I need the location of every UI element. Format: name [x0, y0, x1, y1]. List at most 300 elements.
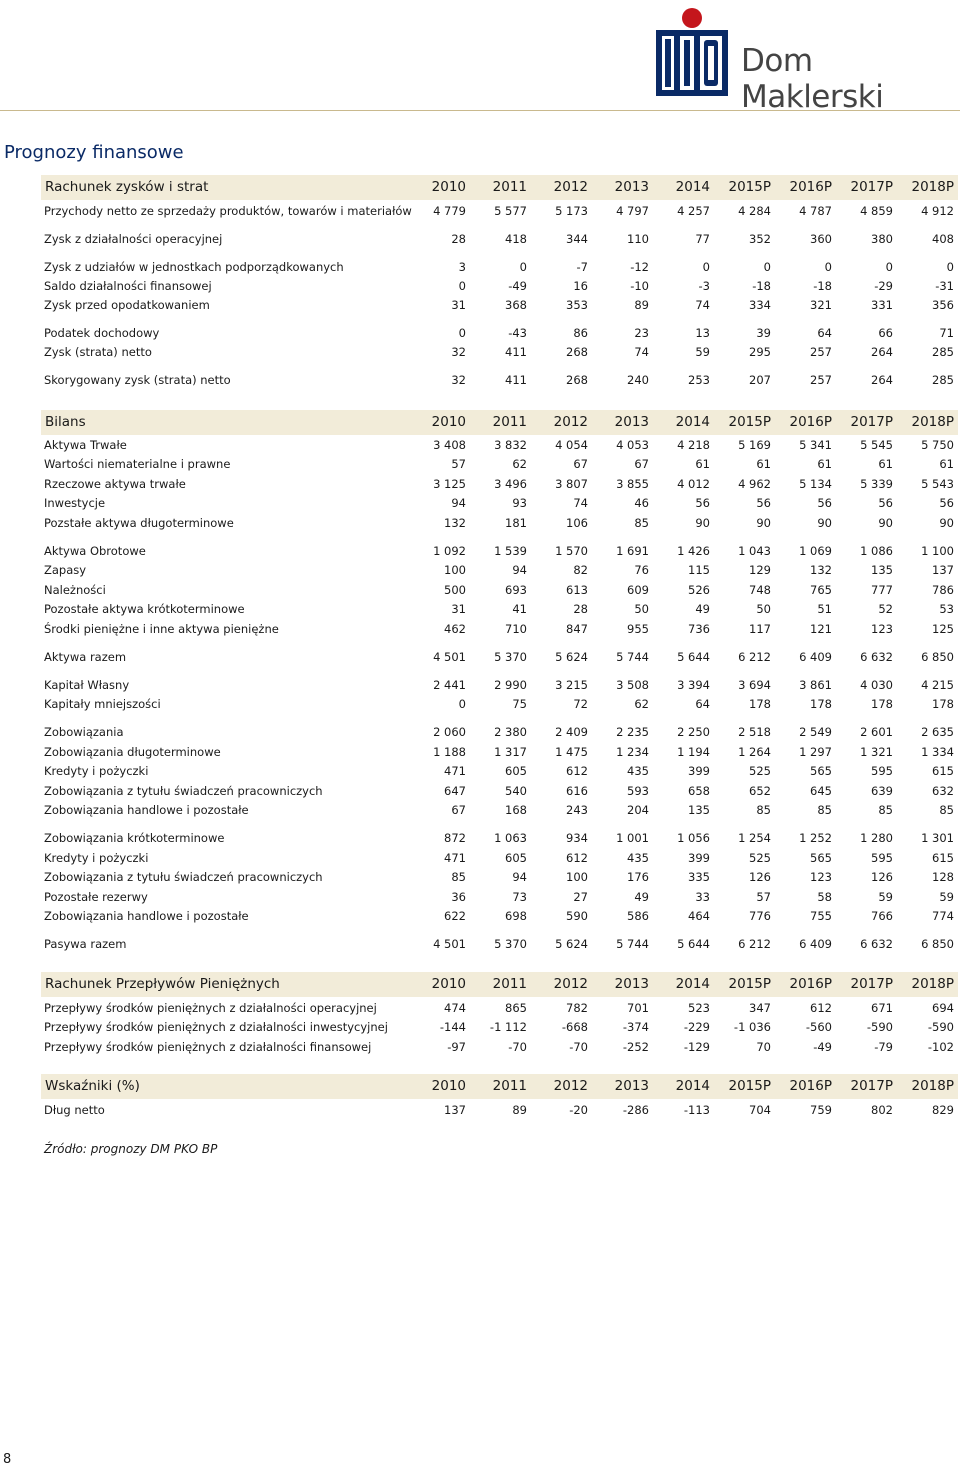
value-cell: 2 441 [433, 678, 466, 692]
value-cell: 615 [932, 764, 954, 778]
table-row [41, 371, 958, 389]
value-cell: 117 [749, 622, 771, 636]
row-label: Aktywa Obrotowe [44, 544, 146, 558]
pko-logo [652, 4, 732, 106]
value-cell: 132 [444, 516, 466, 530]
row-label: Zobowiązania długoterminowe [44, 745, 221, 759]
value-cell: 0 [946, 260, 954, 274]
value-cell: 612 [810, 1001, 832, 1015]
header-divider [0, 110, 960, 111]
value-cell: 1 234 [616, 745, 649, 759]
table-row [41, 782, 958, 800]
value-cell: 411 [505, 345, 527, 359]
value-cell: 115 [688, 563, 710, 577]
value-cell: 1 426 [677, 544, 710, 558]
year-header: 2011 [492, 1078, 527, 1094]
year-header: 2017P [850, 976, 893, 992]
table-row [41, 202, 958, 220]
year-header: 2017P [850, 414, 893, 430]
value-cell: 4 053 [616, 438, 649, 452]
value-cell: -29 [874, 279, 893, 293]
value-cell: 71 [939, 326, 954, 340]
value-cell: 755 [810, 909, 832, 923]
value-cell: 257 [810, 345, 832, 359]
row-label: Zobowiązania [44, 725, 124, 739]
value-cell: 61 [939, 457, 954, 471]
row-label: Kredyty i pożyczki [44, 764, 149, 778]
year-header: 2011 [492, 414, 527, 430]
value-cell: -668 [561, 1020, 588, 1034]
table-row [41, 296, 958, 314]
table-row [41, 620, 958, 638]
value-cell: 5 744 [616, 937, 649, 951]
value-cell: -31 [935, 279, 954, 293]
value-cell: 126 [749, 870, 771, 884]
year-header: 2012 [553, 179, 588, 195]
value-cell: 1 254 [738, 831, 771, 845]
value-cell: -3 [698, 279, 710, 293]
value-cell: 829 [932, 1103, 954, 1117]
value-cell: 2 635 [921, 725, 954, 739]
table-row [41, 514, 958, 532]
row-label: Przepływy środków pieniężnych z działalności inwestycyjnej [44, 1020, 388, 1034]
value-cell: 2 549 [799, 725, 832, 739]
value-cell: 94 [512, 870, 527, 884]
row-label: Należności [44, 583, 106, 597]
table-row [41, 935, 958, 953]
value-cell: 1 086 [860, 544, 893, 558]
rzis-header-row [41, 175, 958, 200]
value-cell: 1 691 [616, 544, 649, 558]
value-cell: 1 063 [494, 831, 527, 845]
row-label: Rzeczowe aktywa trwałe [44, 477, 186, 491]
value-cell: 49 [634, 890, 649, 904]
table-row [41, 277, 958, 295]
value-cell: 847 [566, 622, 588, 636]
source-note: Źródło: prognozy DM PKO BP [44, 1142, 218, 1156]
value-cell: 4 257 [677, 204, 710, 218]
value-cell: 1 475 [555, 745, 588, 759]
value-cell: 802 [871, 1103, 893, 1117]
row-label: Pozostałe rezerwy [44, 890, 148, 904]
value-cell: 3 861 [799, 678, 832, 692]
value-cell: 652 [749, 784, 771, 798]
year-header: 2017P [850, 179, 893, 195]
value-cell: 126 [871, 870, 893, 884]
cashflow-header-row [41, 972, 958, 997]
year-header: 2016P [789, 1078, 832, 1094]
value-cell: 658 [688, 784, 710, 798]
value-cell: 3 [458, 260, 466, 274]
value-cell: 61 [817, 457, 832, 471]
value-cell: 6 850 [921, 937, 954, 951]
value-cell: 872 [444, 831, 466, 845]
value-cell: 321 [810, 298, 832, 312]
value-cell: 2 250 [677, 725, 710, 739]
value-cell: 2 518 [738, 725, 771, 739]
value-cell: 4 284 [738, 204, 771, 218]
value-cell: -102 [927, 1040, 954, 1054]
value-cell: 36 [451, 890, 466, 904]
table-row [41, 343, 958, 361]
ratios-header-row [41, 1074, 958, 1099]
row-label: Pozstałe aktywa długoterminowe [44, 516, 234, 530]
value-cell: 380 [871, 232, 893, 246]
value-cell: 5 545 [860, 438, 893, 452]
value-cell: 3 394 [677, 678, 710, 692]
value-cell: -49 [508, 279, 527, 293]
value-cell: 137 [932, 563, 954, 577]
value-cell: 4 779 [433, 204, 466, 218]
value-cell: 76 [634, 563, 649, 577]
value-cell: 110 [627, 232, 649, 246]
table-row [41, 762, 958, 780]
value-cell: 207 [749, 373, 771, 387]
value-cell: 257 [810, 373, 832, 387]
value-cell: 671 [871, 1001, 893, 1015]
year-header: 2013 [614, 414, 649, 430]
table-row [41, 723, 958, 741]
table-row [41, 648, 958, 666]
year-header: 2015P [728, 179, 771, 195]
value-cell: 5 173 [555, 204, 588, 218]
year-header: 2014 [675, 976, 710, 992]
value-cell: 4 962 [738, 477, 771, 491]
value-cell: 5 750 [921, 438, 954, 452]
year-header: 2018P [911, 1078, 954, 1094]
value-cell: -590 [927, 1020, 954, 1034]
value-cell: 121 [810, 622, 832, 636]
value-cell: 66 [878, 326, 893, 340]
table-row [41, 999, 958, 1017]
value-cell: 4 218 [677, 438, 710, 452]
value-cell: 694 [932, 1001, 954, 1015]
value-cell: 0 [519, 260, 527, 274]
value-cell: 49 [695, 602, 710, 616]
value-cell: 6 212 [738, 937, 771, 951]
value-cell: 85 [817, 803, 832, 817]
table-title: Rachunek Przepływów Pieniężnych [45, 976, 280, 992]
value-cell: 13 [695, 326, 710, 340]
value-cell: 865 [505, 1001, 527, 1015]
table-row [41, 494, 958, 512]
value-cell: 86 [573, 326, 588, 340]
value-cell: 2 380 [494, 725, 527, 739]
table-title: Bilans [45, 414, 86, 430]
value-cell: 615 [932, 851, 954, 865]
value-cell: -129 [683, 1040, 710, 1054]
value-cell: 6 212 [738, 650, 771, 664]
year-header: 2018P [911, 179, 954, 195]
value-cell: 6 632 [860, 937, 893, 951]
value-cell: 56 [817, 496, 832, 510]
value-cell: 4 501 [433, 650, 466, 664]
value-cell: 90 [817, 516, 832, 530]
value-cell: 4 912 [921, 204, 954, 218]
value-cell: -286 [622, 1103, 649, 1117]
value-cell: 1 069 [799, 544, 832, 558]
year-header: 2010 [431, 179, 466, 195]
value-cell: -144 [439, 1020, 466, 1034]
value-cell: 85 [939, 803, 954, 817]
table-row [41, 868, 958, 886]
value-cell: 1 188 [433, 745, 466, 759]
value-cell: 56 [878, 496, 893, 510]
value-cell: 774 [932, 909, 954, 923]
value-cell: 344 [566, 232, 588, 246]
value-cell: -97 [447, 1040, 466, 1054]
value-cell: 72 [573, 697, 588, 711]
row-label: Aktywa Trwałe [44, 438, 127, 452]
year-header: 2014 [675, 1078, 710, 1094]
value-cell: 4 012 [677, 477, 710, 491]
value-cell: 2 990 [494, 678, 527, 692]
value-cell: 4 859 [860, 204, 893, 218]
value-cell: 525 [749, 851, 771, 865]
value-cell: 4 787 [799, 204, 832, 218]
value-cell: 23 [634, 326, 649, 340]
value-cell: 56 [939, 496, 954, 510]
year-header: 2014 [675, 414, 710, 430]
value-cell: 16 [573, 279, 588, 293]
row-label: Zobowiązania z tytułu świadczeń pracowniczych [44, 784, 323, 798]
value-cell: 93 [512, 496, 527, 510]
value-cell: 464 [688, 909, 710, 923]
value-cell: -18 [752, 279, 771, 293]
value-cell: 523 [688, 1001, 710, 1015]
value-cell: 56 [695, 496, 710, 510]
value-cell: 526 [688, 583, 710, 597]
value-cell: 759 [810, 1103, 832, 1117]
value-cell: 1 297 [799, 745, 832, 759]
table-row [41, 600, 958, 618]
row-label: Zapasy [44, 563, 87, 577]
value-cell: 6 409 [799, 937, 832, 951]
value-cell: 59 [695, 345, 710, 359]
value-cell: 62 [512, 457, 527, 471]
table-row [41, 849, 958, 867]
value-cell: 4 501 [433, 937, 466, 951]
value-cell: 67 [573, 457, 588, 471]
value-cell: 181 [505, 516, 527, 530]
value-cell: 2 235 [616, 725, 649, 739]
value-cell: 701 [627, 1001, 649, 1015]
bilans-header-row [41, 410, 958, 435]
year-header: 2010 [431, 1078, 466, 1094]
value-cell: 612 [566, 764, 588, 778]
year-header: 2013 [614, 1078, 649, 1094]
value-cell: -70 [508, 1040, 527, 1054]
value-cell: 3 832 [494, 438, 527, 452]
value-cell: 1 056 [677, 831, 710, 845]
value-cell: 471 [444, 764, 466, 778]
value-cell: 5 644 [677, 650, 710, 664]
value-cell: 1 570 [555, 544, 588, 558]
value-cell: 90 [756, 516, 771, 530]
value-cell: 70 [756, 1040, 771, 1054]
table-row [41, 324, 958, 342]
value-cell: 106 [566, 516, 588, 530]
value-cell: -374 [622, 1020, 649, 1034]
value-cell: 6 850 [921, 650, 954, 664]
value-cell: 613 [566, 583, 588, 597]
value-cell: 6 632 [860, 650, 893, 664]
value-cell: -590 [866, 1020, 893, 1034]
value-cell: 595 [871, 764, 893, 778]
value-cell: 1 001 [616, 831, 649, 845]
value-cell: 525 [749, 764, 771, 778]
row-label: Wartości niematerialne i prawne [44, 457, 231, 471]
table-title: Rachunek zysków i strat [45, 179, 209, 195]
value-cell: 335 [688, 870, 710, 884]
value-cell: 3 508 [616, 678, 649, 692]
value-cell: 129 [749, 563, 771, 577]
value-cell: -12 [630, 260, 649, 274]
table-row [41, 581, 958, 599]
value-cell: 0 [824, 260, 832, 274]
value-cell: 32 [451, 373, 466, 387]
value-cell: 123 [810, 870, 832, 884]
value-cell: 347 [749, 1001, 771, 1015]
value-cell: 1 321 [860, 745, 893, 759]
value-cell: 5 370 [494, 650, 527, 664]
value-cell: 776 [749, 909, 771, 923]
table-row [41, 743, 958, 761]
year-header: 2017P [850, 1078, 893, 1094]
value-cell: -113 [683, 1103, 710, 1117]
value-cell: 334 [749, 298, 771, 312]
value-cell: 27 [573, 890, 588, 904]
table-row [41, 801, 958, 819]
row-label: Zobowiązania krótkoterminowe [44, 831, 225, 845]
value-cell: 67 [451, 803, 466, 817]
value-cell: -229 [683, 1020, 710, 1034]
value-cell: 253 [688, 373, 710, 387]
value-cell: 3 215 [555, 678, 588, 692]
value-cell: 178 [871, 697, 893, 711]
value-cell: 168 [505, 803, 527, 817]
value-cell: 616 [566, 784, 588, 798]
value-cell: 1 252 [799, 831, 832, 845]
value-cell: 6 409 [799, 650, 832, 664]
value-cell: -18 [813, 279, 832, 293]
year-header: 2013 [614, 179, 649, 195]
year-header: 2011 [492, 976, 527, 992]
value-cell: -43 [508, 326, 527, 340]
value-cell: 31 [451, 298, 466, 312]
year-header: 2011 [492, 179, 527, 195]
value-cell: 135 [871, 563, 893, 577]
value-cell: 471 [444, 851, 466, 865]
value-cell: 565 [810, 851, 832, 865]
table-row [41, 475, 958, 493]
value-cell: -7 [576, 260, 588, 274]
value-cell: 0 [763, 260, 771, 274]
value-cell: 399 [688, 851, 710, 865]
value-cell: 74 [634, 345, 649, 359]
value-cell: 632 [932, 784, 954, 798]
value-cell: -1 112 [489, 1020, 527, 1034]
value-cell: 710 [505, 622, 527, 636]
row-label: Zobowiązania handlowe i pozostałe [44, 909, 249, 923]
value-cell: 57 [756, 890, 771, 904]
value-cell: 4 054 [555, 438, 588, 452]
value-cell: 639 [871, 784, 893, 798]
value-cell: 0 [458, 279, 466, 293]
value-cell: 28 [573, 602, 588, 616]
value-cell: 268 [566, 345, 588, 359]
row-label: Przepływy środków pieniężnych z działalności operacyjnej [44, 1001, 377, 1015]
row-label: Środki pieniężne i inne aktywa pieniężne [44, 622, 279, 636]
value-cell: 125 [932, 622, 954, 636]
year-header: 2016P [789, 976, 832, 992]
value-cell: 59 [878, 890, 893, 904]
year-header: 2015P [728, 414, 771, 430]
brand-name: Dom Maklerski [741, 43, 884, 115]
value-cell: 90 [695, 516, 710, 530]
year-header: 2010 [431, 414, 466, 430]
table-row [41, 436, 958, 454]
value-cell: 418 [505, 232, 527, 246]
value-cell: 590 [566, 909, 588, 923]
value-cell: 408 [932, 232, 954, 246]
value-cell: 411 [505, 373, 527, 387]
value-cell: 565 [810, 764, 832, 778]
year-header: 2018P [911, 414, 954, 430]
value-cell: 736 [688, 622, 710, 636]
value-cell: 100 [566, 870, 588, 884]
value-cell: 51 [817, 602, 832, 616]
value-cell: 28 [451, 232, 466, 246]
value-cell: 435 [627, 851, 649, 865]
value-cell: 595 [871, 851, 893, 865]
value-cell: 89 [634, 298, 649, 312]
value-cell: 540 [505, 784, 527, 798]
value-cell: 94 [512, 563, 527, 577]
table-row [41, 676, 958, 694]
table-row [41, 1038, 958, 1056]
value-cell: 58 [817, 890, 832, 904]
value-cell: 82 [573, 563, 588, 577]
value-cell: 5 624 [555, 937, 588, 951]
value-cell: 766 [871, 909, 893, 923]
value-cell: 1 100 [921, 544, 954, 558]
value-cell: 85 [451, 870, 466, 884]
value-cell: 74 [573, 496, 588, 510]
row-label: Przepływy środków pieniężnych z działalności finansowej [44, 1040, 372, 1054]
value-cell: 698 [505, 909, 527, 923]
row-label: Kapitał Własny [44, 678, 130, 692]
value-cell: 765 [810, 583, 832, 597]
table-row [41, 230, 958, 248]
value-cell: -10 [630, 279, 649, 293]
value-cell: 1 043 [738, 544, 771, 558]
value-cell: 352 [749, 232, 771, 246]
table-row [41, 695, 958, 713]
row-label: Zysk z działalności operacyjnej [44, 232, 223, 246]
table-row [41, 1018, 958, 1036]
value-cell: 5 169 [738, 438, 771, 452]
value-cell: 0 [458, 326, 466, 340]
value-cell: 268 [566, 373, 588, 387]
year-header: 2012 [553, 414, 588, 430]
value-cell: 57 [451, 457, 466, 471]
value-cell: 67 [634, 457, 649, 471]
value-cell: 64 [817, 326, 832, 340]
year-header: 2013 [614, 976, 649, 992]
table-row [41, 455, 958, 473]
value-cell: 786 [932, 583, 954, 597]
